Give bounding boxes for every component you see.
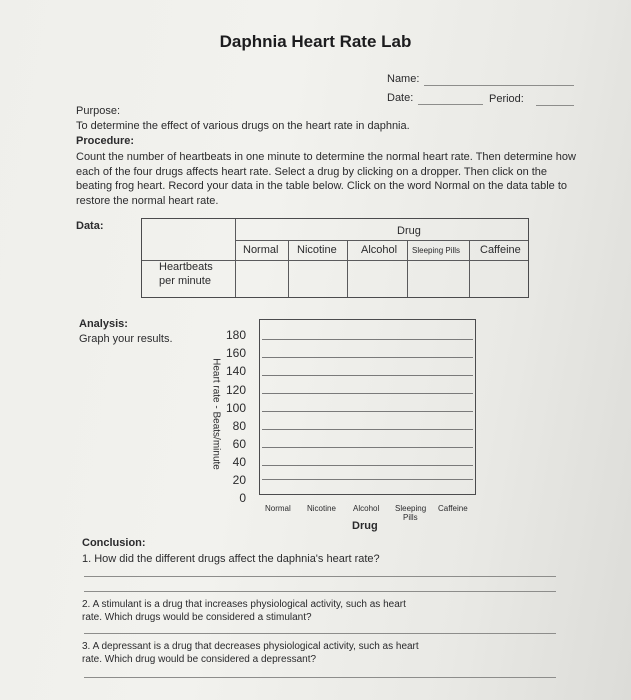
column-alcohol: Alcohol bbox=[361, 244, 398, 256]
period-field-line[interactable] bbox=[536, 105, 574, 106]
x-category-normal: Normal bbox=[265, 504, 291, 513]
name-field-line[interactable] bbox=[424, 85, 574, 86]
y-tick: 80 bbox=[232, 419, 246, 433]
analysis-label: Analysis: bbox=[79, 318, 128, 330]
gridline bbox=[262, 357, 473, 358]
y-tick: 120 bbox=[225, 383, 246, 397]
normal-value-cell[interactable] bbox=[236, 261, 288, 297]
column-nicotine: Nicotine bbox=[297, 244, 337, 256]
analysis-instruction: Graph your results. bbox=[79, 333, 173, 345]
answer-line-1a[interactable] bbox=[84, 576, 556, 577]
row-label-per-minute: per minute bbox=[159, 275, 211, 287]
gridline bbox=[262, 375, 473, 376]
gridline bbox=[262, 429, 473, 430]
question-1: 1. How did the different drugs affect the daphnia's heart rate? bbox=[82, 553, 380, 565]
gridline bbox=[262, 339, 473, 340]
question-2-line-1: 2. A stimulant is a drug that increases physiological activity, such as heart bbox=[82, 599, 406, 610]
y-tick: 0 bbox=[239, 491, 246, 505]
y-axis-label: Heart rate - Beats/minute bbox=[210, 358, 222, 470]
answer-line-1b[interactable] bbox=[84, 591, 556, 592]
column-normal[interactable]: Normal bbox=[243, 244, 279, 256]
nicotine-value-cell[interactable] bbox=[289, 261, 347, 297]
procedure-label: Procedure: bbox=[76, 135, 135, 147]
name-label: Name: bbox=[387, 73, 420, 85]
x-category-pills: Pills bbox=[403, 513, 418, 522]
question-2-line-2: rate. Which drugs would be considered a stimulant? bbox=[82, 612, 312, 623]
y-tick: 160 bbox=[225, 346, 246, 360]
caffeine-value-cell[interactable] bbox=[470, 261, 528, 297]
table-divider bbox=[235, 240, 528, 241]
row-label-heartbeats: Heartbeats bbox=[159, 261, 213, 273]
question-3-line-2: rate. Which drug would be considered a depressant? bbox=[82, 654, 317, 665]
procedure-text: Count the number of heartbeats in one minute to determine the normal heart rate. Then determine how each of the four drugs affects heart rate. Select a drug by clicking on a dropper. Then click on the beating frog heart. Record your data in the table below. Click on the word Normal on the data table to restore the normal heart rate. bbox=[76, 151, 576, 207]
x-category-nicotine: Nicotine bbox=[307, 504, 336, 513]
y-tick: 60 bbox=[232, 437, 246, 451]
gridline bbox=[262, 479, 473, 480]
column-sleeping-pills: Sleeping Pills bbox=[412, 246, 461, 255]
conclusion-label: Conclusion: bbox=[82, 537, 146, 549]
y-tick: 100 bbox=[225, 401, 246, 415]
data-table bbox=[141, 218, 529, 298]
gridline bbox=[262, 447, 473, 448]
y-tick: 20 bbox=[232, 473, 246, 487]
page-title: Daphnia Heart Rate Lab bbox=[219, 32, 412, 51]
column-caffeine: Caffeine bbox=[480, 244, 521, 256]
answer-line-2[interactable] bbox=[84, 633, 556, 634]
question-3-line-1: 3. A depressant is a drug that decreases physiological activity, such as heart bbox=[82, 641, 419, 652]
x-category-alcohol: Alcohol bbox=[353, 504, 380, 513]
purpose-label: Purpose: bbox=[76, 105, 121, 117]
date-field-line[interactable] bbox=[418, 104, 483, 105]
results-graph[interactable] bbox=[259, 319, 476, 495]
sleeping-pills-value-cell[interactable] bbox=[408, 261, 469, 297]
period-label: Period: bbox=[489, 93, 524, 105]
gridline bbox=[262, 411, 473, 412]
y-tick: 140 bbox=[225, 364, 246, 378]
date-label: Date: bbox=[387, 92, 414, 104]
answer-line-3[interactable] bbox=[84, 677, 556, 678]
purpose-text: To determine the effect of various drugs on the heart rate in daphnia. bbox=[76, 120, 410, 132]
x-category-caffeine: Caffeine bbox=[438, 504, 468, 513]
data-label: Data: bbox=[76, 220, 104, 232]
alcohol-value-cell[interactable] bbox=[348, 261, 407, 297]
y-tick: 180 bbox=[225, 328, 246, 342]
gridline bbox=[262, 393, 473, 394]
drug-header: Drug bbox=[397, 225, 421, 237]
gridline bbox=[262, 465, 473, 466]
x-category-sleeping: Sleeping bbox=[395, 504, 427, 513]
x-axis-label: Drug bbox=[352, 520, 378, 532]
y-tick: 40 bbox=[232, 455, 246, 469]
